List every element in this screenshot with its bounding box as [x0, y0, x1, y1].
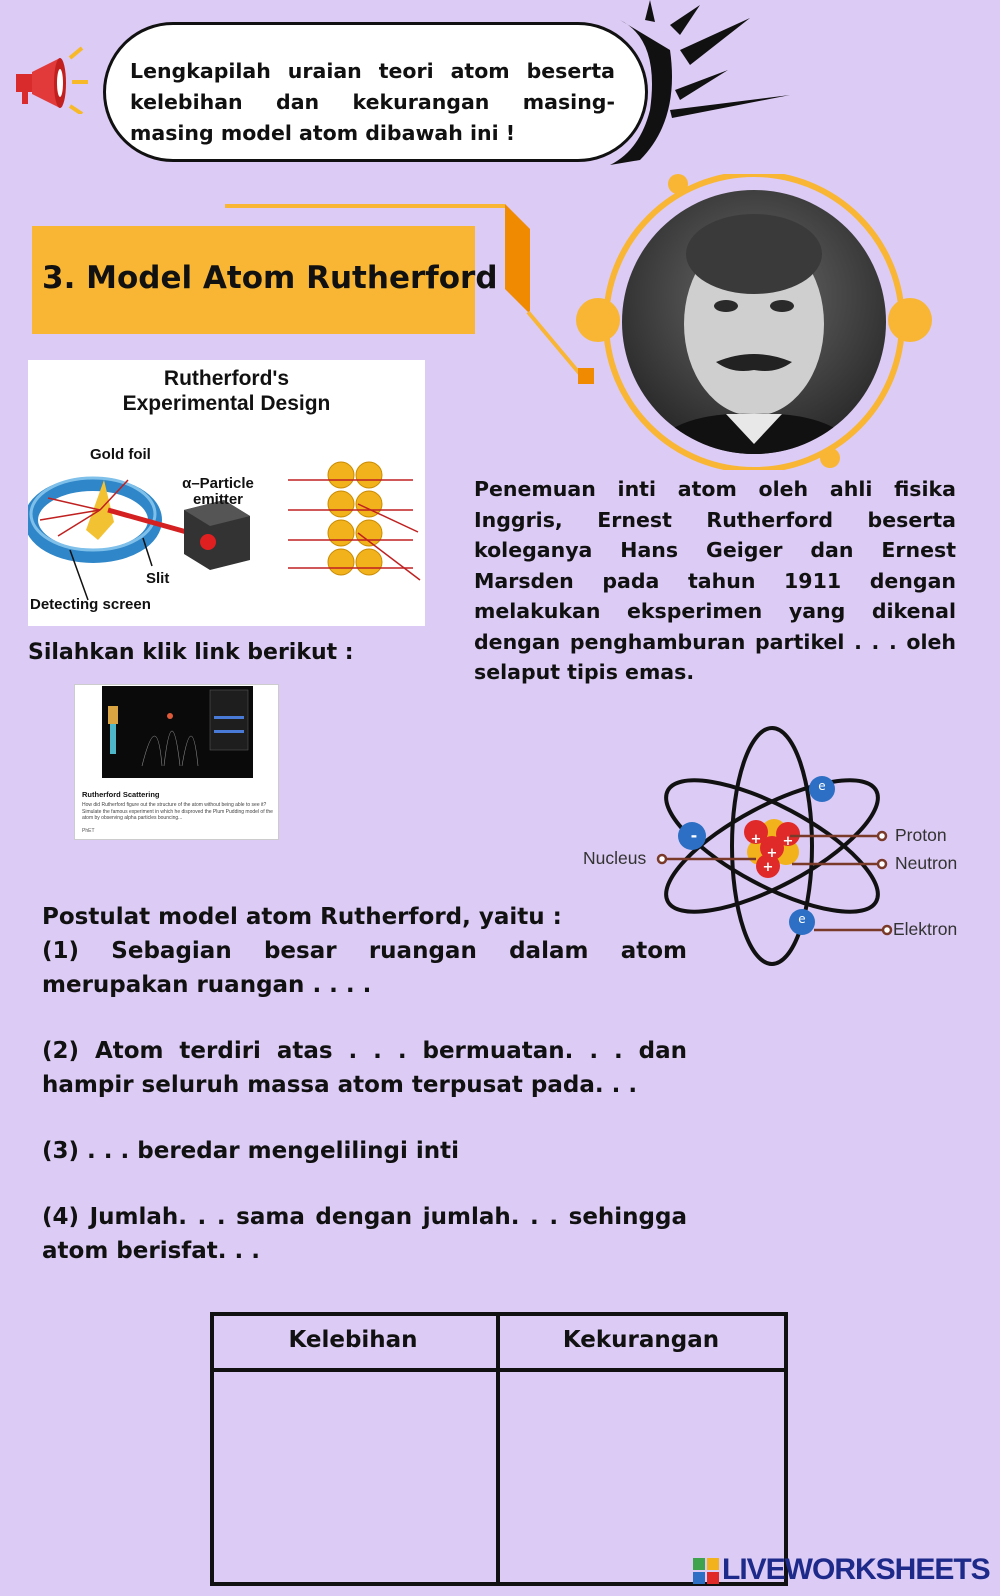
proton-plus-symbol-2: + [766, 846, 778, 861]
proton-plus-symbol-4: + [762, 860, 774, 875]
liveworksheets-logo-icon [693, 1558, 719, 1584]
experiment-illustration [28, 440, 425, 620]
instruction-text: Lengkapilah uraian teori atom beserta kelebihan dan kekurangan masing-masing model atom dibawah ini ! [130, 59, 615, 145]
experiment-title [28, 366, 425, 416]
label-neutron: Neutron [895, 853, 958, 873]
experiment-title-line2: Experimental Design [122, 392, 331, 415]
postulates-heading: Postulat model atom Rutherford, yaitu : [42, 904, 562, 930]
table-header-kelebihan: Kelebihan [288, 1327, 418, 1353]
electron-symbol-bottom: e [798, 912, 806, 926]
experiment-title-line1: Rutherford's [163, 367, 290, 390]
simulation-description: How did Rutherford figure out the structure of the atom without being able to see it? Simulate the famous experiment in which he disproved the Plum Pudding model of the atom by observing alpha particles bouncing... [82, 802, 273, 821]
electron-symbol-top: e [818, 779, 826, 793]
click-prompt: Silahkan klik link berikut : [28, 640, 354, 665]
label-proton: Proton [895, 825, 947, 845]
kekurangan-answer-cell[interactable] [500, 1372, 784, 1582]
label-slit: Slit [146, 570, 170, 587]
label-nucleus: Nucleus [583, 848, 647, 868]
section-title: 3. Model Atom Rutherford [42, 260, 498, 296]
simulation-title: Rutherford Scattering [82, 790, 160, 799]
rutherford-portrait [576, 174, 932, 470]
label-gold-foil: Gold foil [90, 446, 151, 463]
kelebihan-answer-cell[interactable] [214, 1372, 496, 1582]
simulation-preview-graphics [102, 686, 253, 778]
label-emitter-line1: α–Particle [182, 475, 254, 492]
label-emitter [176, 476, 260, 508]
liveworksheets-watermark: LIVEWORKSHEETS [722, 1553, 990, 1586]
postulate-2: (2) Atom terdiri atas . . . bermuatan. . . dan hampir seluruh massa atom terpusat pada. . . [42, 1038, 687, 1098]
bubble-shadow-decoration [600, 0, 800, 170]
banner-connector [225, 204, 505, 208]
label-elektron: Elektron [893, 919, 958, 939]
label-emitter-line2: emitter [192, 491, 244, 508]
proton-plus-symbol-1: + [750, 832, 762, 847]
proton-plus-symbol-3: + [782, 834, 794, 849]
table-header-kekurangan: Kekurangan [562, 1327, 720, 1353]
postulate-1: (1) Sebagian besar ruangan dalam atom merupakan ruangan . . . . [42, 938, 687, 998]
electron-minus-symbol: - [690, 826, 698, 845]
postulate-4: (4) Jumlah. . . sama dengan jumlah. . . sehingga atom berisfat. . . [42, 1204, 687, 1264]
label-detecting-screen: Detecting screen [30, 596, 151, 613]
megaphone-icon [8, 44, 90, 114]
simulation-brand: PhET [82, 828, 95, 834]
discovery-paragraph: Penemuan inti atom oleh ahli fisika Inggris, Ernest Rutherford beserta koleganya Hans Geiger dan Ernest Marsden pada tahun 1911 dengan melakukan eksperimen yang dikenal dengan penghamburan partikel . . . oleh selaput tipis emas. [474, 477, 956, 684]
postulate-3: (3) . . . beredar mengelilingi inti [42, 1138, 460, 1164]
